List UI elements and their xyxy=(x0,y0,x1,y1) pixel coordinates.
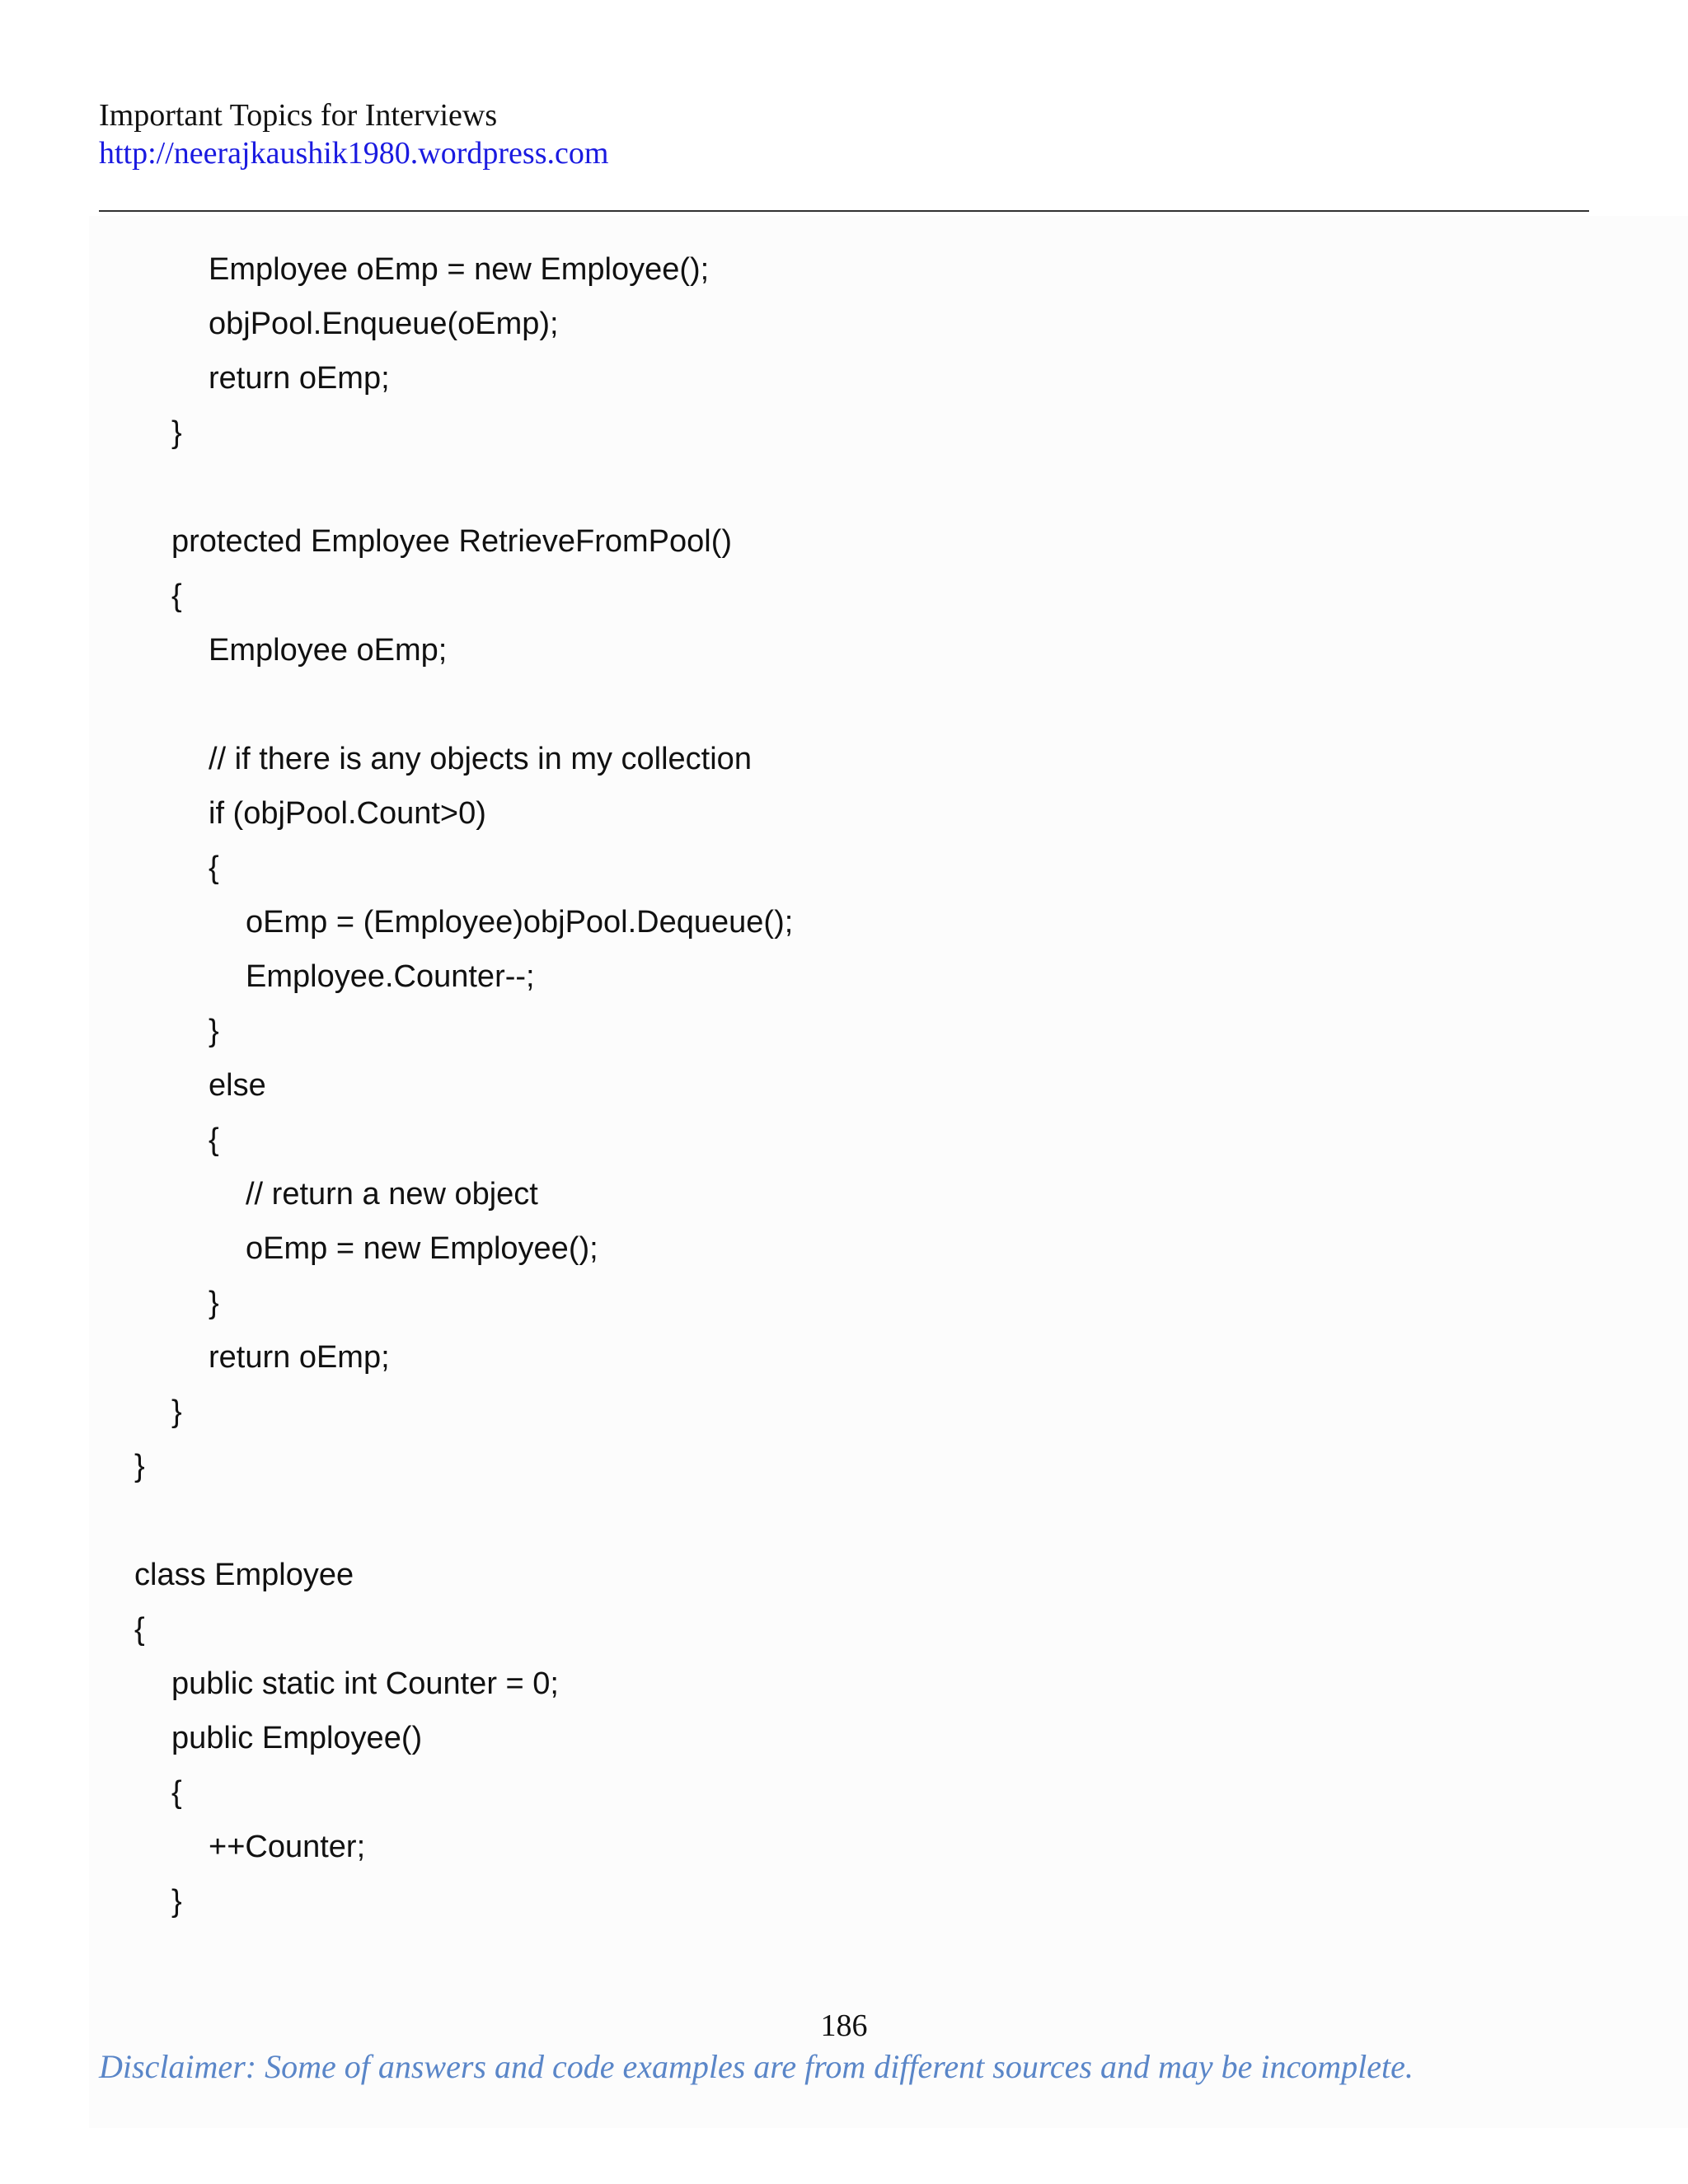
code-line: } xyxy=(209,1286,219,1320)
code-line: public Employee() xyxy=(171,1721,423,1755)
disclaimer-text: Disclaimer: Some of answers and code examples are from different sources and may be incomplete. xyxy=(99,2048,1414,2085)
code-line: return oEmp; xyxy=(209,1340,390,1375)
code-line: // if there is any objects in my collection xyxy=(209,742,752,776)
code-line: protected Employee RetrieveFromPool() xyxy=(171,524,733,559)
code-line: oEmp = (Employee)objPool.Dequeue(); xyxy=(246,905,794,940)
code-line: else xyxy=(209,1068,266,1103)
code-line: return oEmp; xyxy=(209,361,390,396)
code-line: { xyxy=(209,851,219,885)
code-line: { xyxy=(171,1775,182,1810)
code-line: oEmp = new Employee(); xyxy=(246,1231,598,1266)
code-line: { xyxy=(209,1122,219,1157)
code-line: { xyxy=(134,1612,145,1647)
code-line: { xyxy=(171,579,182,613)
header-link[interactable]: http://neerajkaushik1980.wordpress.com xyxy=(99,136,609,171)
code-line: // return a new object xyxy=(246,1177,538,1212)
code-line: Employee.Counter--; xyxy=(246,959,535,994)
code-line: class Employee xyxy=(134,1558,354,1592)
code-line: if (objPool.Count>0) xyxy=(209,796,486,831)
code-line: } xyxy=(209,1014,219,1048)
code-line: } xyxy=(171,415,182,450)
header-title: Important Topics for Interviews xyxy=(99,98,498,133)
code-line: } xyxy=(171,1884,182,1919)
code-line: } xyxy=(171,1394,182,1429)
code-line: } xyxy=(134,1449,145,1483)
code-line: Employee oEmp = new Employee(); xyxy=(209,252,710,287)
code-line: public static int Counter = 0; xyxy=(171,1666,559,1701)
code-line: ++Counter; xyxy=(209,1830,366,1864)
header-divider xyxy=(99,210,1589,212)
code-line: Employee oEmp; xyxy=(209,633,448,668)
code-line: objPool.Enqueue(oEmp); xyxy=(209,307,559,341)
page-number: 186 xyxy=(820,2008,868,2043)
